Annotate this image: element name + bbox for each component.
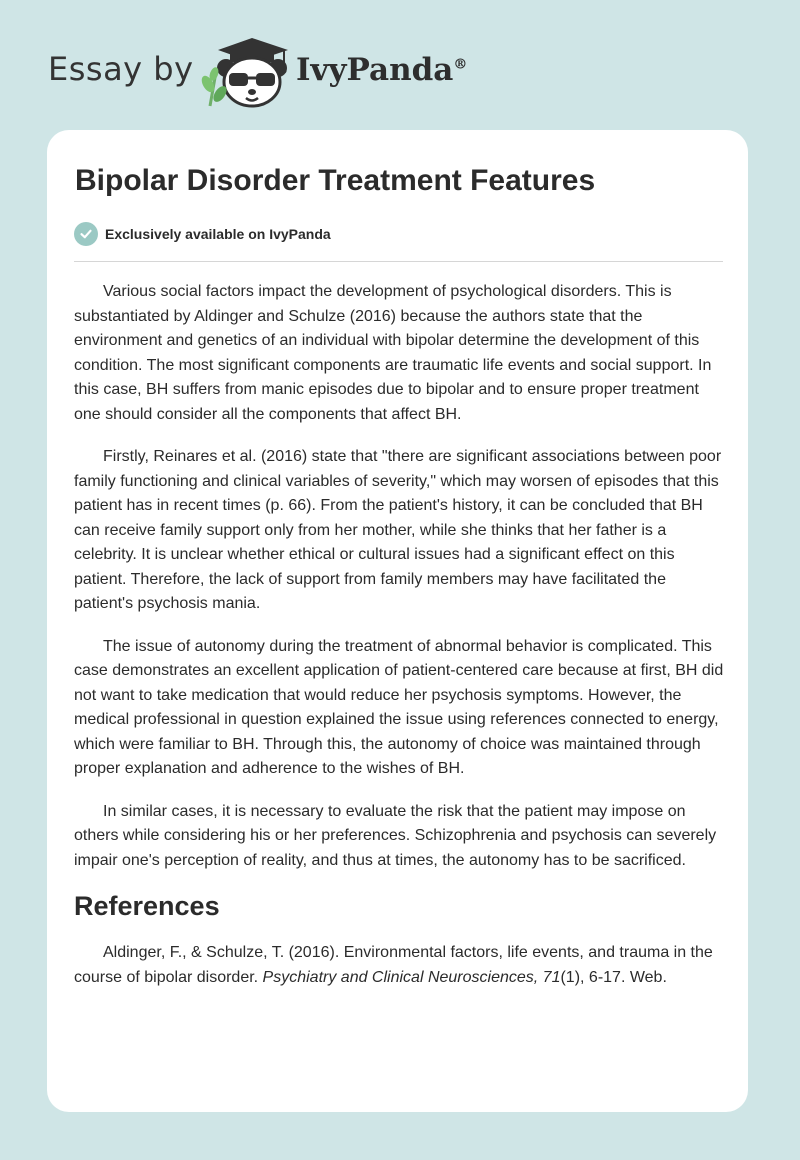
essay-body xyxy=(74,280,726,990)
reference-entry xyxy=(74,941,726,990)
registered-mark: ® xyxy=(453,56,468,73)
brand-name-text: IvyPanda xyxy=(296,52,454,88)
paragraph: The issue of autonomy during the treatment of abnormal behavior is complicated. This case demonstrates an excellent application of patient-centered care because at first, BH did not want to take medication that would reduce her psychosis symptoms. However, the medical professional in question explained the issue using references connected to energy, which were familiar to BH. Through this, the autonomy of choice was maintained through proper explanation and adherence to the wishes of BH. xyxy=(74,637,724,777)
essay-by-label: Essay by xyxy=(48,50,194,88)
checkmark-icon xyxy=(74,222,98,246)
paragraph: In similar cases, it is necessary to evaluate the risk that the patient may impose on others while considering his or her preferences. Schizophrenia and psychosis can severely impair one's perception of reality, and thus at times, the autonomy has to be sacrificed. xyxy=(74,802,717,869)
paragraph: Firstly, Reinares et al. (2016) state that "there are significant associations between poor family functioning and clinical variables of severity," which may worsen of episodes that this patient has in recent times (p. 66). From the patient's history, it can be concluded that BH can receive family support only from her mother, while she thinks that her father is a celebrity. It is unclear whether ethical or cultural issues had a significant effect on this patient. Therefore, the lack of support from family members may have facilitated the patient's psychosis mania. xyxy=(74,448,722,612)
exclusive-badge xyxy=(74,222,331,246)
paragraph: Various social factors impact the development of psychological disorders. This is substantiated by Aldinger and Schulze (2016) because the authors state that the environment and genetics of an individual with bipolar determine the development of this condition. The most significant components are traumatic life events and social support. In this case, BH suffers from manic episodes due to bipolar and to ensure proper treatment one should consider all the components that affect BH. xyxy=(74,283,712,423)
page-title: Bipolar Disorder Treatment Features xyxy=(75,164,596,197)
reference-pages: (1), 6-17. Web. xyxy=(560,968,667,986)
essay-card xyxy=(47,130,748,1112)
exclusive-badge-label: Exclusively available on IvyPanda xyxy=(105,226,331,242)
site-header xyxy=(0,0,800,130)
reference-journal: Psychiatry and Clinical Neurosciences, 71 xyxy=(262,968,561,986)
reference-citation: Aldinger, F., & Schulze, T. (2016). Environmental factors, life events, and trauma in the course of bipolar disorder. xyxy=(74,944,713,986)
brand-name[interactable] xyxy=(296,52,467,88)
title-divider xyxy=(74,261,723,262)
references-heading: References xyxy=(74,891,220,921)
panda-logo-icon[interactable] xyxy=(200,36,292,108)
